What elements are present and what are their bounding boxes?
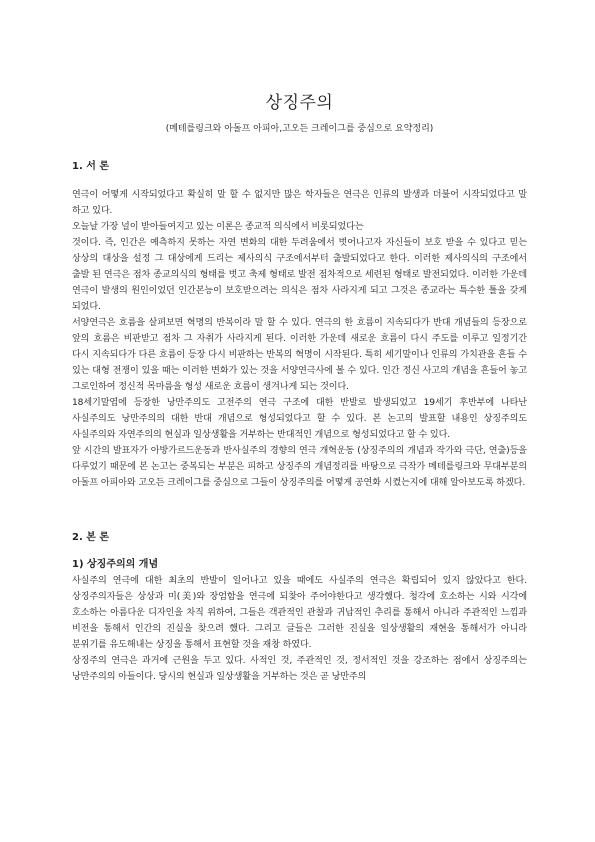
intro-section bbox=[72, 187, 527, 491]
body-paragraph-2: 상징주의 연극은 과거에 근원을 두고 있다. 사적인 것, 주관적인 것, 정서적인 것을 강조하는 점에서 상징주의는 낭만주의의 아들이다. 당시의 현실과 일상생활을 거부하는 것은 곧 낭만주의 bbox=[72, 656, 527, 682]
intro-paragraph-4: 서양연극은 흐름을 살펴보면 혁명의 반복이라 말 할 수 있다. 연극의 한 흐름이 지속되다가 반대 개념들의 등장으로 앞의 흐름은 비판받고 점차 그 자취가 사라지게 된다. 이러한 가운데 새로운 흐름이 다시 주도를 이루고 일정기간 다시 지속되다가 다른 흐름이 등장 다시 비판하는 반복의 혁명이 시작된다. 특히 세기말이나 인류의 가치관을 흔들 수 있는 대형 전쟁이 있을 때는 이러한 변화가 있는 것을 서양연극사에 볼 수 있다. 인간 정신 사고의 개념을 흔들어 놓고 그로인하여 정신적 목마름을 형성 새로운 흐름이 생겨나게 되는 것이다. bbox=[72, 318, 527, 392]
document-title: 상징주의 bbox=[265, 93, 334, 113]
section-heading-intro: 1. 서 론 bbox=[72, 161, 110, 172]
section-heading-body: 2. 본 론 bbox=[72, 532, 110, 543]
intro-paragraph-2: 오늘날 가장 널이 받아들여지고 있는 이론은 종교적 의식에서 비롯되었다는 bbox=[72, 222, 364, 232]
document-subtitle: (메테를링크와 아돌프 아피아,고오든 크레이그를 중심으로 요약정리) bbox=[165, 124, 434, 134]
intro-paragraph-6: 앞 시간의 발표자가 아방가르드운동과 반사실주의 경향의 연극 개혁운동 (상징주의의 개념과 작가와 극단, 연출)등을 다루었기 때문에 본 논고는 중복되는 부분은 피하고 상징주의 개념정리를 바탕으로 극작가 메테를링크와 무대부분의 아돌프 아피아와 고오든 크레이그를 중심으로 그들이 상징주의를 어떻게 공연화 시켰는지에 대해 알아보도록 하겠다. bbox=[72, 446, 527, 488]
spacer bbox=[72, 491, 527, 531]
subsection-heading-concept: 1) 상징주의의 개념 bbox=[72, 559, 159, 570]
intro-paragraph-3: 것이다. 즉, 인간은 예측하지 못하는 자연 변화의 대한 두려움에서 벗어나고자 자신들이 보호 받을 수 있다고 믿는 상상의 대상을 설정 그 대상에게 드리는 제사의식 구조에서부터 출발되었다고 한다. 이러한 제사의식의 구조에서 출발 된 연극은 점차 종교의식의 형태를 벗고 축제 형태로 발전 점차적으로 세련된 형태로 발전되었다. 이러한 가운데 연극이 발생의 원인이었던 인간본능이 보호받으려는 의식은 점차 사라지게 되고 그것은 종교라는 특수한 틀을 갖게 되었다. bbox=[72, 238, 527, 312]
intro-paragraph-1: 연극이 어떻게 시작되었다고 확실히 말 할 수 없지만 많은 학자들은 연극은 인류의 발생과 더불어 시작되었다고 말 하고 있다. bbox=[72, 190, 527, 216]
body-paragraph-1: 사실주의 연극에 대한 최초의 반발이 일어나고 있을 때에도 사실주의 연극은 확립되어 있지 않았다고 한다. 상징주의자들은 상상과 미(美)와 장엄함을 연극에 되찾아 주어야한다고 생각했다. 청각에 호소하는 시와 시각에 호소하는 아름다운 디자인을 차직 위하여, 그들은 객관적인 관찰과 귀납적인 추리를 통해서 아니라 주관적인 느낌과 비전을 통해서 인간의 진실을 찾으려 했다. 그리고 글들은 그러한 진실을 일상생활의 재현을 통해서가 아니라 분위기를 유도해내는 상징을 통해서 표현할 것을 재창 하였다. bbox=[72, 576, 527, 650]
intro-paragraph-5: 18세기말엽에 등장한 낭만주의도 고전주의 연극 구조에 대한 반발로 발생되었고 19세기 후반부에 나타난 사실주의도 낭만주의의 대한 반대 개념으로 형성되었다고 할 수 있다. 본 논고의 발표할 내용인 상징주의도 사실주의와 자연주의의 현실과 일상생활을 거부하는 반대적인 개념으로 형성되었다고 할 수 있다. bbox=[72, 398, 527, 440]
body-section bbox=[72, 573, 527, 685]
